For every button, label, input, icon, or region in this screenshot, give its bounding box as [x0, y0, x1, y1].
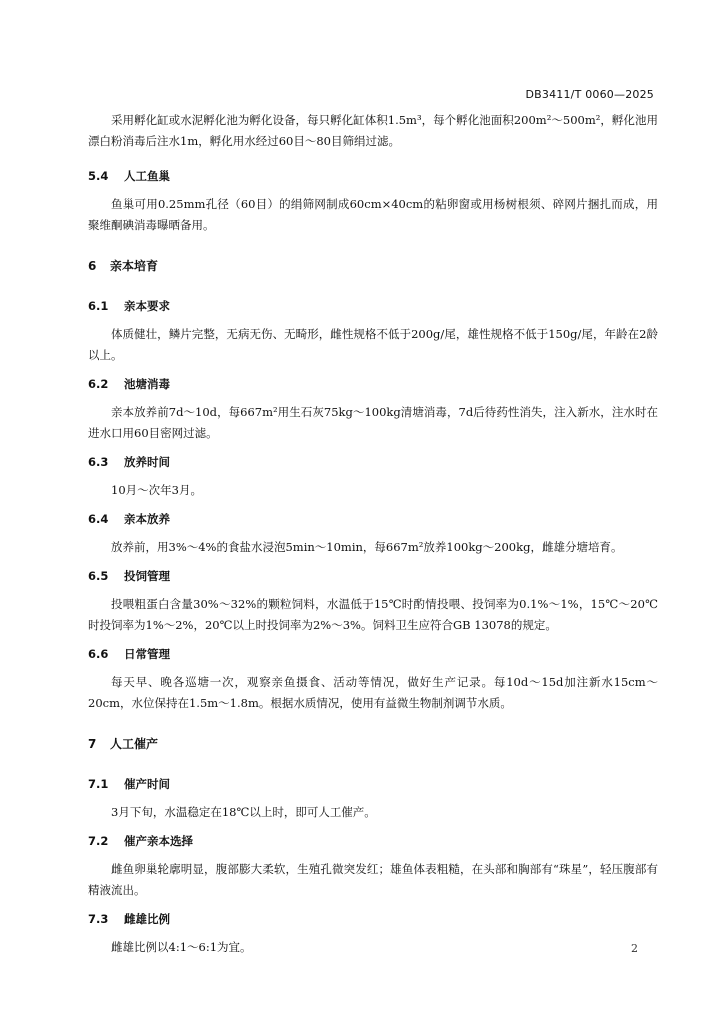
section-6-3-text: 10月～次年3月。: [111, 483, 202, 497]
page-number: 2: [631, 942, 638, 955]
section-7-3-heading: [88, 909, 658, 929]
document-body: [88, 110, 658, 958]
section-6-1-heading: [88, 296, 658, 316]
section-6-2-heading: [88, 374, 658, 394]
section-title: 人工鱼巢: [124, 169, 170, 183]
chapter-title: 亲本培育: [110, 259, 159, 273]
section-5-4-heading: [88, 166, 658, 186]
chapter-6-heading: [88, 256, 658, 276]
section-6-2-text: 亲本放养前7d～10d，每667m²用生石灰75kg～100kg清塘消毒，7d后待药性消失，注入新水，注水时在进水口用60目密网过滤。: [88, 405, 658, 440]
section-title: 放养时间: [124, 455, 170, 469]
section-title: 催产亲本选择: [124, 834, 193, 848]
section-6-6-heading: [88, 644, 658, 664]
section-number: 6.2: [88, 377, 109, 391]
chapter-number: 7: [88, 737, 97, 751]
section-title: 亲本要求: [124, 299, 170, 313]
paragraph-hatching-equipment: 采用孵化缸或水泥孵化池为孵化设备，每只孵化缸体积1.5m³，每个孵化池面积200m²～500m²，孵化池用漂白粉消毒后注水1m，孵化用水经过60目～80目筛绢过滤。: [88, 113, 658, 148]
section-6-4-heading: [88, 509, 658, 529]
section-number: 6.5: [88, 569, 109, 583]
section-7-1-heading: [88, 774, 658, 794]
chapter-number: 6: [88, 259, 97, 273]
section-title: 亲本放养: [124, 512, 170, 526]
section-6-1-text: 体质健壮，鳞片完整，无病无伤、无畸形，雌性规格不低于200g/尾，雄性规格不低于150g/尾，年龄在2龄以上。: [88, 327, 658, 362]
section-number: 6.6: [88, 647, 109, 661]
chapter-title: 人工催产: [110, 737, 159, 751]
section-7-2-text: 雌鱼卵巢轮廓明显，腹部膨大柔软，生殖孔微突发红；雄鱼体表粗糙，在头部和胸部有“珠星”，轻压腹部有精液流出。: [88, 862, 658, 897]
section-title: 投饲管理: [124, 569, 170, 583]
section-title: 雌雄比例: [124, 912, 170, 926]
section-number: 7.2: [88, 834, 109, 848]
section-7-1-text: 3月下旬，水温稳定在18℃以上时，即可人工催产。: [111, 805, 376, 819]
section-6-6-text: 每天早、晚各巡塘一次，观察亲鱼摄食、活动等情况，做好生产记录。每10d～15d加注新水15cm～20cm，水位保持在1.5m～1.8m。根据水质情况，使用有益微生物制剂调节水质。: [88, 675, 658, 710]
section-number: 6.4: [88, 512, 109, 526]
section-6-5-text: 投喂粗蛋白含量30%～32%的颗粒饲料，水温低于15℃时酌情投喂、投饲率为0.1%～1%，15℃～20℃时投饲率为1%～2%，20℃以上时投饲率为2%～3%。饲料卫生应符合GB 13078的规定。: [88, 597, 658, 632]
section-number: 5.4: [88, 169, 109, 183]
section-title: 池塘消毒: [124, 377, 170, 391]
section-7-3-text: 雌雄比例以4:1～6:1为宜。: [111, 940, 252, 954]
section-7-2-heading: [88, 831, 658, 851]
section-6-3-heading: [88, 452, 658, 472]
section-5-4-text: 鱼巢可用0.25mm孔径（60目）的绢筛网制成60cm×40cm的粘卵窗或用杨树根须、碎网片捆扎而成，用聚维酮碘消毒曝晒备用。: [88, 197, 658, 232]
section-number: 6.3: [88, 455, 109, 469]
section-title: 日常管理: [124, 647, 170, 661]
section-title: 催产时间: [124, 777, 170, 791]
section-6-5-heading: [88, 566, 658, 586]
section-number: 7.3: [88, 912, 109, 926]
section-number: 6.1: [88, 299, 109, 313]
section-6-4-text: 放养前，用3%～4%的食盐水浸泡5min～10min，每667m²放养100kg～200kg，雌雄分塘培育。: [111, 540, 623, 554]
document-code: DB3411/T 0060—2025: [525, 88, 654, 101]
chapter-7-heading: [88, 734, 658, 754]
section-number: 7.1: [88, 777, 109, 791]
